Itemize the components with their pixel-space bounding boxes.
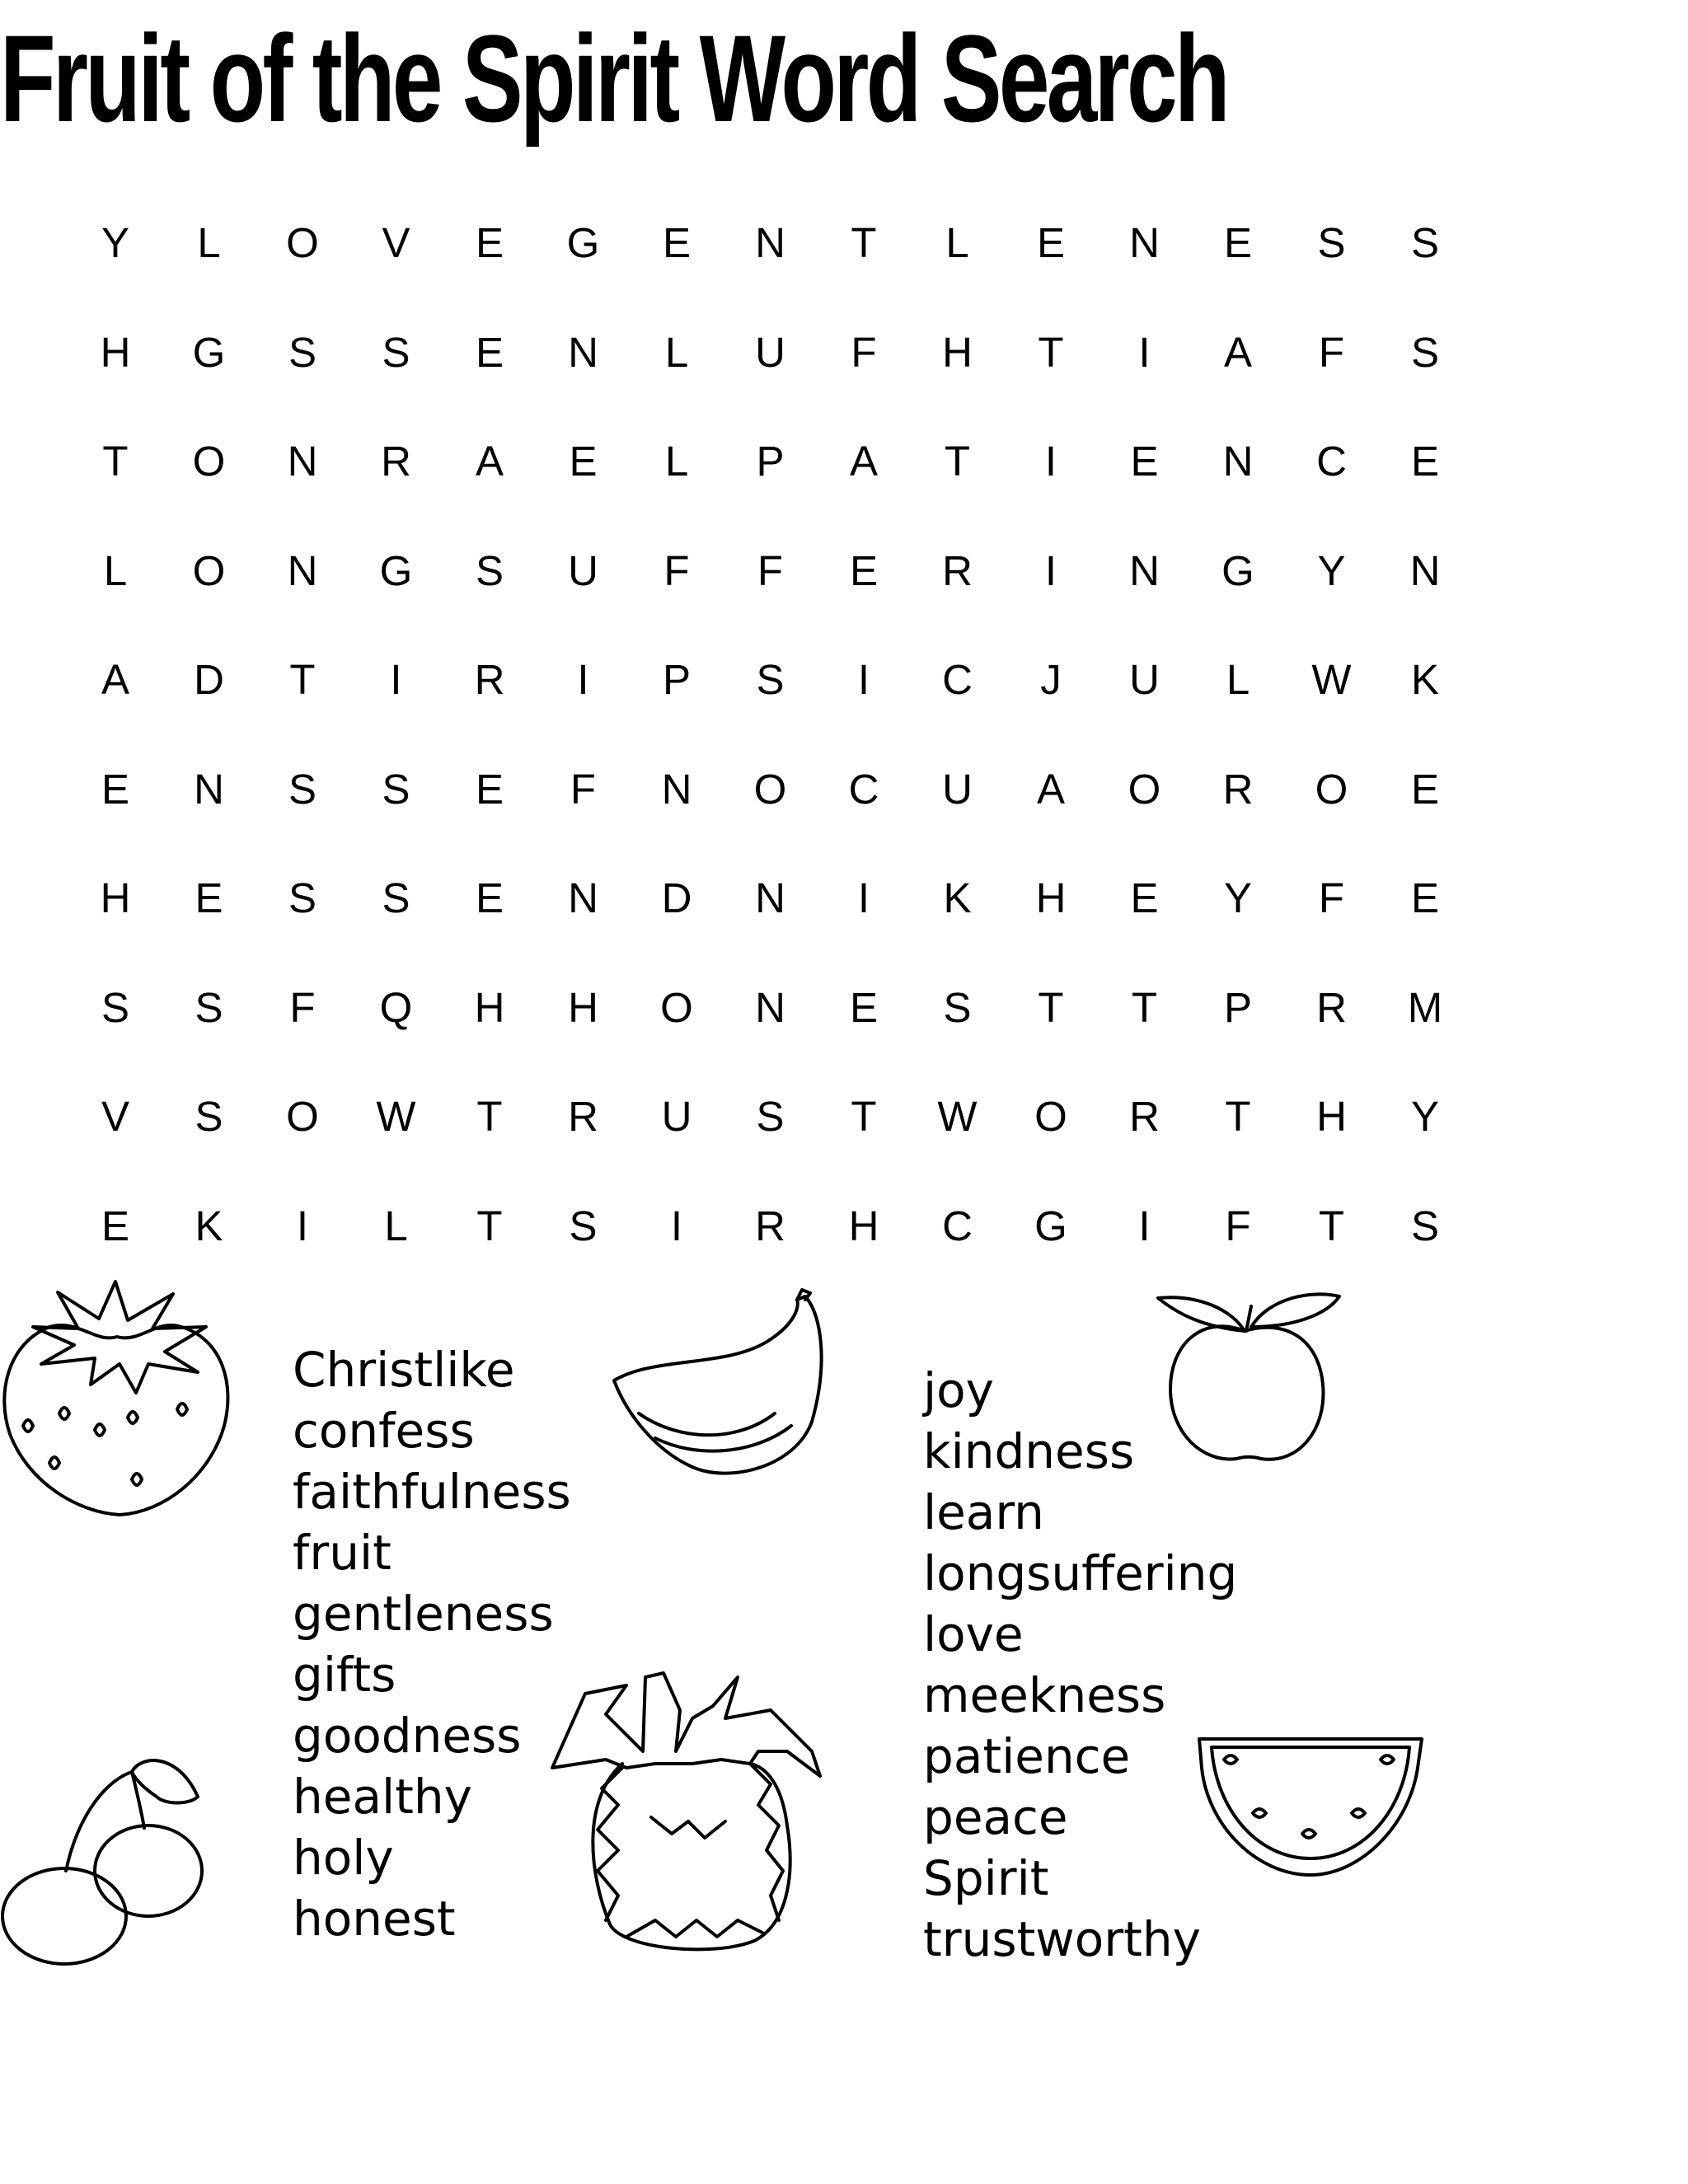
grid-row (0, 874, 1688, 923)
grid-letter[interactable]: I (1138, 1202, 1151, 1249)
grid-letter[interactable]: C (848, 765, 879, 813)
word-list-item: confess (293, 1403, 475, 1459)
grid-letter[interactable]: R (942, 546, 973, 594)
grid-letter[interactable]: W (937, 1093, 978, 1140)
word-list-item: goodness (293, 1708, 522, 1764)
grid-letter[interactable]: E (849, 983, 879, 1031)
grid-letter[interactable]: Q (379, 983, 413, 1031)
grid-letter[interactable]: Y (1317, 546, 1346, 594)
cherries-icon (0, 1747, 210, 1966)
grid-letter[interactable]: I (1044, 546, 1057, 594)
grid-letter[interactable]: Y (101, 219, 130, 266)
grid-letter[interactable]: T (1038, 328, 1064, 376)
word-list-item: learn (923, 1484, 1044, 1540)
grid-letter[interactable]: O (1034, 1093, 1067, 1140)
grid-letter[interactable]: N (287, 546, 318, 594)
grid-letter[interactable]: C (1316, 438, 1347, 485)
grid-letter[interactable]: E (1036, 219, 1066, 266)
grid-letter[interactable]: S (475, 546, 504, 594)
word-list-item: faithfulness (293, 1464, 571, 1520)
grid-letter[interactable]: G (566, 219, 600, 266)
grid-letter[interactable]: G (379, 546, 413, 594)
grid-letter[interactable]: T (289, 656, 316, 703)
grid-letter[interactable]: T (1131, 983, 1158, 1031)
strawberry-icon (0, 1277, 235, 1525)
grid-letter[interactable]: R (381, 438, 411, 485)
word-list-left (293, 1339, 571, 1949)
grid-letter[interactable]: N (755, 983, 785, 1031)
grid-letter[interactable]: H (100, 328, 131, 376)
grid-letter[interactable]: Y (1410, 1093, 1440, 1140)
grid-letter[interactable]: T (1318, 1202, 1345, 1249)
grid-letter[interactable]: H (100, 874, 131, 921)
grid-letter[interactable]: N (287, 438, 318, 485)
grid-letter[interactable]: O (286, 219, 319, 266)
grid-letter[interactable]: N (1409, 546, 1441, 594)
grid-letter[interactable]: I (670, 1202, 683, 1249)
word-list-item: trustworthy (923, 1911, 1201, 1967)
grid-letter[interactable]: A (1036, 765, 1066, 813)
grid-letter[interactable]: E (101, 765, 130, 813)
grid-letter[interactable]: T (476, 1202, 503, 1249)
grid-letter[interactable]: N (1222, 438, 1254, 485)
grid-letter[interactable]: S (1410, 1202, 1440, 1249)
grid-letter[interactable]: R (568, 1093, 598, 1140)
word-list-right (923, 1360, 1237, 1970)
grid-letter[interactable]: K (1410, 656, 1440, 703)
grid-letter[interactable]: J (1040, 656, 1062, 703)
grid-letter[interactable]: L (384, 1202, 408, 1249)
grid-letter[interactable]: L (664, 438, 689, 485)
grid-letter[interactable]: H (848, 1202, 879, 1249)
grid-letter[interactable]: T (1225, 1093, 1251, 1140)
grid-letter[interactable]: H (1316, 1093, 1347, 1140)
grid-row (0, 1092, 1688, 1141)
grid-letter[interactable]: P (756, 438, 785, 485)
grid-letter[interactable]: N (755, 874, 785, 921)
grid-letter[interactable]: H (568, 983, 598, 1031)
grid-letter[interactable]: F (1318, 874, 1345, 921)
grid-letter[interactable]: N (194, 765, 224, 813)
word-list-item: peace (923, 1789, 1068, 1845)
grid-letter[interactable]: F (757, 546, 784, 594)
grid-letter[interactable]: O (660, 983, 693, 1031)
grid-letter[interactable]: S (1317, 219, 1346, 266)
grid-letter[interactable]: D (194, 656, 224, 703)
grid-letter[interactable]: S (756, 1093, 785, 1140)
grid-letter[interactable]: G (1034, 1202, 1067, 1249)
page-title: Fruit of the Spirit Word Search (0, 9, 1227, 148)
grid-letter[interactable]: T (476, 1093, 503, 1140)
word-list-item: gifts (293, 1647, 396, 1703)
grid-letter[interactable]: F (1225, 1202, 1251, 1249)
grid-letter[interactable]: E (569, 438, 598, 485)
grid-letter[interactable]: R (755, 1202, 785, 1249)
grid-letter[interactable]: U (755, 328, 785, 376)
word-list-item: meekness (923, 1667, 1166, 1723)
grid-row (0, 546, 1688, 596)
grid-letter[interactable]: E (849, 546, 879, 594)
grid-letter[interactable]: E (1410, 438, 1440, 485)
grid-letter[interactable]: O (192, 546, 226, 594)
word-list-item: holy (293, 1830, 394, 1886)
grid-letter[interactable]: D (661, 874, 692, 921)
grid-letter[interactable]: H (942, 328, 973, 376)
grid-letter[interactable]: V (382, 219, 410, 266)
grid-row (0, 983, 1688, 1033)
grid-letter[interactable]: T (1038, 983, 1064, 1031)
word-list-item: kindness (923, 1423, 1135, 1479)
grid-letter[interactable]: H (1035, 874, 1067, 921)
grid-letter[interactable]: N (568, 874, 598, 921)
grid-letter[interactable]: S (288, 328, 317, 376)
grid-letter[interactable]: R (1129, 1093, 1160, 1140)
word-list-item: love (923, 1606, 1024, 1662)
grid-letter[interactable]: F (289, 983, 316, 1031)
grid-letter[interactable]: E (1130, 438, 1159, 485)
grid-letter[interactable]: S (569, 1202, 598, 1249)
grid-letter[interactable]: E (475, 219, 504, 266)
grid-letter[interactable]: E (475, 765, 504, 813)
grid-letter[interactable]: T (102, 438, 129, 485)
grid-letter[interactable]: M (1407, 983, 1443, 1031)
banana-icon (606, 1290, 832, 1492)
grid-letter[interactable]: F (663, 546, 690, 594)
grid-letter[interactable]: T (851, 219, 877, 266)
grid-letter[interactable]: K (943, 874, 972, 921)
grid-letter[interactable]: S (195, 983, 223, 1031)
grid-letter[interactable]: E (1130, 874, 1159, 921)
grid-letter[interactable]: I (1044, 438, 1057, 485)
grid-letter[interactable]: S (288, 874, 317, 921)
grid-letter[interactable]: I (296, 1202, 309, 1249)
grid-letter[interactable]: U (568, 546, 598, 594)
grid-letter[interactable]: I (857, 656, 870, 703)
grid-row (0, 437, 1688, 486)
grid-letter[interactable]: S (1410, 219, 1440, 266)
grid-letter[interactable]: O (192, 438, 226, 485)
grid-letter[interactable]: F (570, 765, 597, 813)
grid-row (0, 655, 1688, 705)
word-list-item: longsuffering (923, 1545, 1238, 1601)
grid-letter[interactable]: P (1223, 983, 1253, 1031)
grid-letter[interactable]: L (103, 546, 128, 594)
grid-letter[interactable]: P (662, 656, 692, 703)
grid-letter[interactable]: G (192, 328, 226, 376)
grid-letter[interactable]: N (755, 219, 785, 266)
grid-letter[interactable]: S (288, 765, 317, 813)
grid-letter[interactable]: L (197, 219, 221, 266)
word-list-item: Christlike (293, 1342, 515, 1398)
grid-letter[interactable]: O (286, 1093, 319, 1140)
grid-letter[interactable]: E (475, 874, 504, 921)
grid-letter[interactable]: N (661, 765, 692, 813)
grid-letter[interactable]: R (474, 656, 505, 703)
word-list-item: patience (923, 1728, 1131, 1784)
grid-letter[interactable]: A (101, 656, 130, 703)
grid-row (0, 328, 1688, 377)
grid-letter[interactable]: H (474, 983, 505, 1031)
grid-letter[interactable]: E (662, 219, 692, 266)
grid-letter[interactable]: W (1311, 656, 1352, 703)
grid-letter[interactable]: T (851, 1093, 877, 1140)
word-list-item: honest (293, 1891, 456, 1947)
word-list-item: Spirit (923, 1850, 1049, 1906)
grid-row (0, 765, 1688, 814)
grid-row (0, 1202, 1688, 1251)
grid-letter[interactable]: I (577, 656, 589, 703)
grid-letter[interactable]: I (857, 874, 870, 921)
grid-letter[interactable]: N (568, 328, 598, 376)
grid-letter[interactable]: G (1221, 546, 1254, 594)
grid-letter[interactable]: E (1410, 765, 1440, 813)
grid-letter[interactable]: S (101, 983, 130, 1031)
grid-letter[interactable]: F (1318, 328, 1345, 376)
grid-letter[interactable]: R (1222, 765, 1254, 813)
grid-letter[interactable]: E (1223, 219, 1253, 266)
grid-letter[interactable]: E (1410, 874, 1440, 921)
grid-letter[interactable]: I (390, 656, 402, 703)
grid-letter[interactable]: T (944, 438, 971, 485)
grid-letter[interactable]: S (756, 656, 785, 703)
grid-letter[interactable]: S (195, 1093, 223, 1140)
grid-letter[interactable]: I (1138, 328, 1151, 376)
grid-letter[interactable]: S (382, 765, 410, 813)
grid-letter[interactable]: E (475, 328, 504, 376)
grid-letter[interactable]: A (475, 438, 504, 485)
grid-letter[interactable]: U (661, 1093, 692, 1140)
grid-letter[interactable]: E (195, 874, 223, 921)
grid-letter[interactable]: U (942, 765, 973, 813)
word-list-item: fruit (293, 1525, 392, 1581)
grid-letter[interactable]: A (1223, 328, 1253, 376)
grid-letter[interactable]: C (942, 656, 973, 703)
grid-letter[interactable]: W (376, 1093, 416, 1140)
grid-letter[interactable]: L (945, 219, 969, 266)
grid-letter[interactable]: A (849, 438, 879, 485)
grid-letter[interactable]: V (101, 1093, 130, 1140)
grid-letter[interactable]: L (1226, 656, 1250, 703)
grid-row (0, 218, 1688, 268)
grid-letter[interactable]: O (753, 765, 787, 813)
grid-letter[interactable]: U (1129, 656, 1160, 703)
grid-letter[interactable]: S (1410, 328, 1440, 376)
grid-letter[interactable]: C (942, 1202, 973, 1249)
grid-letter[interactable]: N (1129, 546, 1160, 594)
grid-letter[interactable]: L (664, 328, 689, 376)
word-list-item: gentleness (293, 1586, 554, 1642)
grid-letter[interactable]: R (1316, 983, 1347, 1031)
grid-letter[interactable]: K (195, 1202, 223, 1249)
word-list-item: healthy (293, 1769, 472, 1825)
grid-letter[interactable]: S (382, 874, 410, 921)
grid-letter[interactable]: S (382, 328, 410, 376)
pineapple-icon (548, 1661, 832, 1957)
grid-letter[interactable]: N (1129, 219, 1160, 266)
grid-letter[interactable]: O (1128, 765, 1161, 813)
word-list-item: joy (923, 1362, 994, 1418)
grid-letter[interactable]: Y (1223, 874, 1253, 921)
grid-letter[interactable]: F (851, 328, 877, 376)
grid-letter[interactable]: S (943, 983, 972, 1031)
grid-letter[interactable]: E (101, 1202, 130, 1249)
grid-letter[interactable]: O (1315, 765, 1348, 813)
